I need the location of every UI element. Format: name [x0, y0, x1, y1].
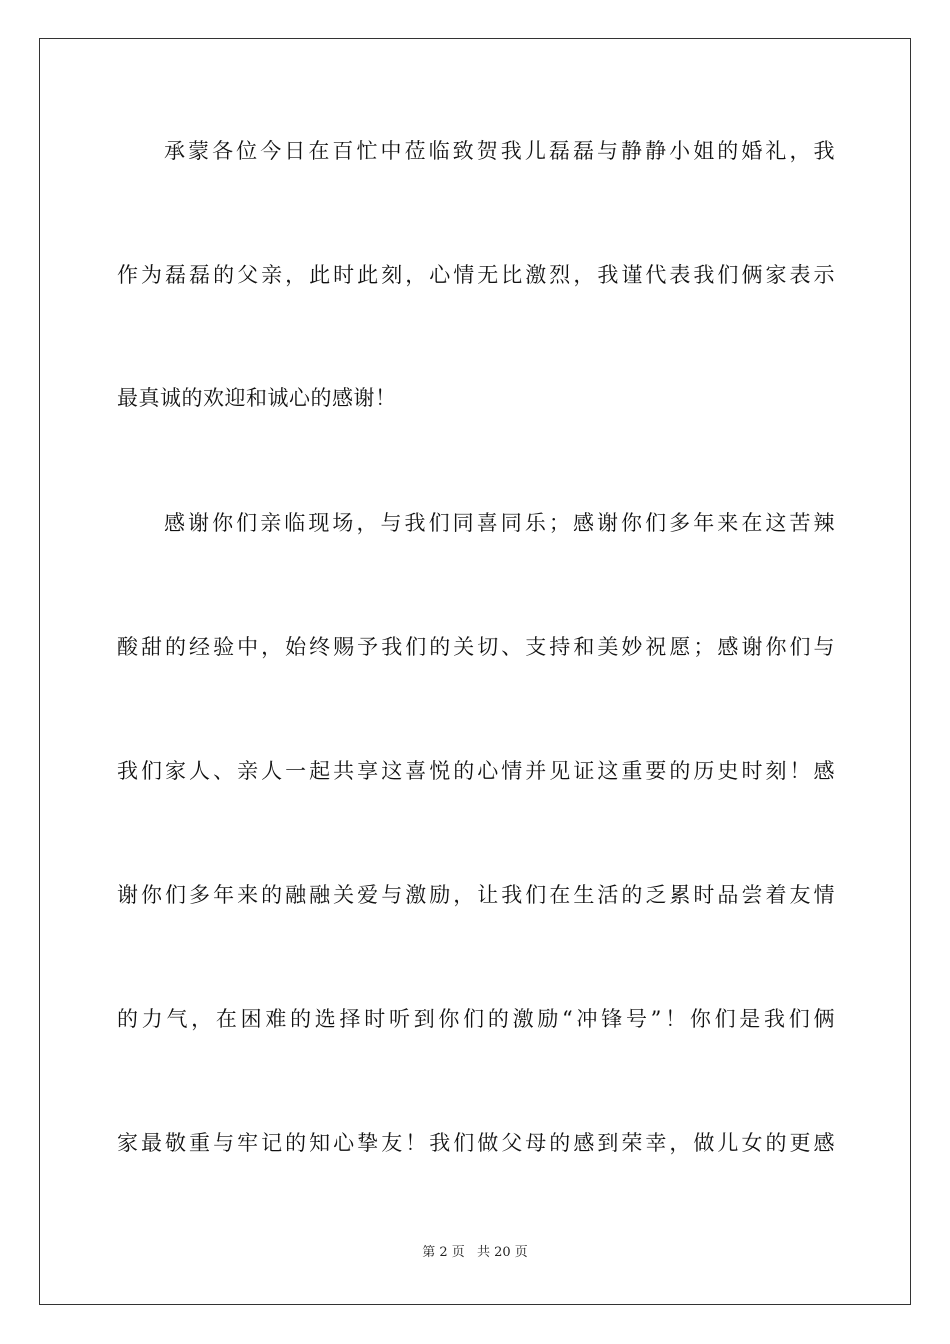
page-number: 第 2 页 — [422, 1245, 465, 1260]
paragraph-1-line-1: 承蒙各位今日在百忙中莅临致贺我儿磊磊与静静小姐的婚礼，我 — [164, 139, 835, 163]
paragraph-2-line-6: 家最敬重与牢记的知心挚友！我们做父母的感到荣幸，做儿女的更感 — [117, 1131, 835, 1155]
paragraph-1-line-3: 最真诚的欢迎和诚心的感谢！ — [117, 386, 397, 410]
page-footer — [0, 1244, 950, 1262]
paragraph-2-line-5: 的力气，在困难的选择时听到你们的激励“冲锋号”！你们是我们俩 — [117, 1007, 835, 1031]
paragraph-2-line-2: 酸甜的经验中，始终赐予我们的关切、支持和美妙祝愿；感谢你们与 — [117, 635, 835, 659]
paragraph-2-line-4: 谢你们多年来的融融关爱与激励，让我们在生活的乏累时品尝着友情 — [117, 883, 835, 907]
page-border — [39, 38, 911, 1305]
paragraph-2-line-3: 我们家人、亲人一起共享这喜悦的心情并见证这重要的历史时刻！感 — [117, 759, 835, 783]
paragraph-2-line-1: 感谢你们亲临现场，与我们同喜同乐；感谢你们多年来在这苦辣 — [164, 511, 835, 535]
page-total: 共 20 页 — [476, 1245, 528, 1260]
paragraph-1-line-2: 作为磊磊的父亲，此时此刻，心情无比激烈，我谨代表我们俩家表示 — [117, 263, 835, 287]
